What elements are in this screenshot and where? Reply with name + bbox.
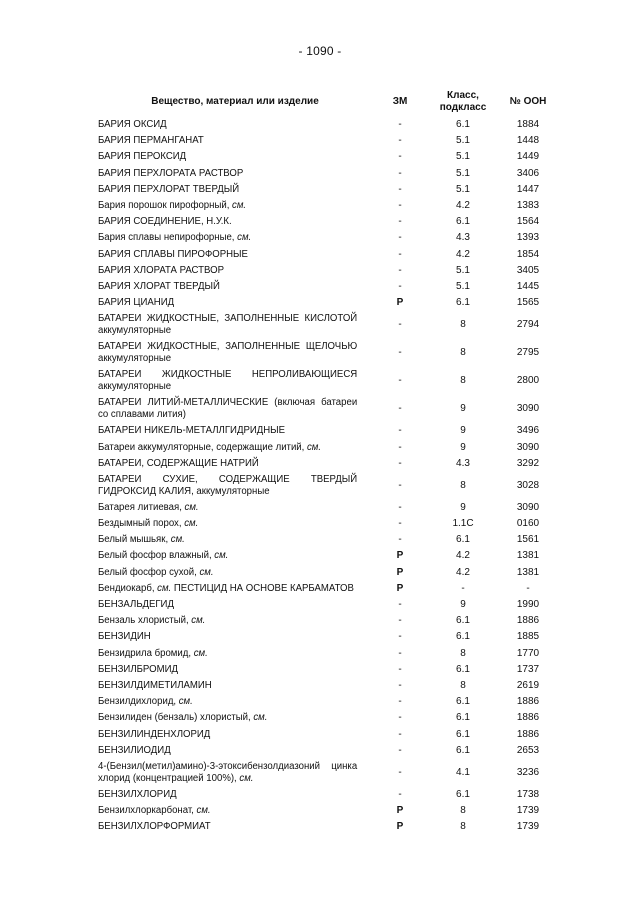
zm-cell: - [398,119,402,131]
substance-name-tail: ПЕСТИЦИД НА ОСНОВЕ КАРБАМАТОВ [171,582,354,594]
substance-name [98,395,361,423]
substance-name-text: БЕНЗИЛИОДИД [98,744,171,756]
substance-name-text: Бензилхлоркарбонат, [98,805,197,817]
class-cell: 8 [460,679,466,691]
substance-name-text: Белый фосфор влажный, [98,550,215,562]
un-number-cell: 1885 [516,631,540,643]
substance-name [98,367,361,395]
un-number-cell: 1381 [516,566,540,578]
substance-name [98,743,361,759]
class-cell: 5.1 [456,280,470,292]
zm-cell: - [398,788,402,800]
zm-cell: - [398,712,402,724]
table-row [98,311,558,339]
table-row [98,230,558,246]
header-un: № ООН [509,95,547,107]
substance-name-text: БЕНЗИЛХЛОРИД [98,788,177,800]
substance-name [98,456,361,472]
class-cell: 4.2 [456,200,470,212]
substance-name-text: Бездымный порох, [98,518,185,530]
class-cell: 8 [460,647,466,659]
substance-name-text: БАРИЯ ХЛОРАТ ТВЕРДЫЙ [98,280,220,292]
see-reference: см. [178,696,193,708]
see-reference: см. [193,647,208,659]
class-cell: 5.1 [456,151,470,163]
substance-name [98,710,361,726]
zm-cell: - [398,347,402,359]
header-class-line2: подкласс [439,101,487,113]
table-row [98,182,558,198]
zm-cell: - [398,679,402,691]
zm-cell: - [398,599,402,611]
substance-name-text: Бария сплавы непирофорные, [98,232,238,244]
see-reference: см. [199,566,214,578]
substance-name [98,279,361,295]
un-number-cell: 1447 [516,183,540,195]
substance-name [98,565,361,581]
substance-name [98,133,361,149]
un-number-cell: 1886 [516,712,540,724]
zm-cell: - [398,647,402,659]
substance-name [98,311,361,339]
table-row [98,263,558,279]
zm-cell: - [398,200,402,212]
un-number-cell: - [526,582,530,594]
substance-name-text: Батарея литиевая, [98,501,185,513]
class-cell: 4.1 [456,766,470,778]
substance-name-text: БЕНЗИЛИНДЕНХЛОРИД [98,728,211,740]
zm-cell: P [396,821,404,833]
substance-name [98,548,361,564]
substance-name [98,500,361,516]
un-number-cell: 1886 [516,728,540,740]
substance-name [98,581,361,597]
substance-name-text: БАРИЯ СОЕДИНЕНИЕ, Н.У.К. [98,216,232,228]
substance-name-text: БЕНЗИДИН [98,631,151,643]
substance-name [98,117,361,133]
un-number-cell: 2794 [516,319,540,331]
substance-name [98,532,361,548]
header-class-line1: Класс, [447,89,479,101]
page-number: - 1090 - [298,44,342,58]
zm-cell: - [398,501,402,513]
un-number-cell: 1738 [516,788,540,800]
table-row [98,472,558,500]
substance-name [98,295,361,311]
un-number-cell: 2619 [516,679,540,691]
table-row [98,710,558,726]
zm-cell: - [398,744,402,756]
substance-name [98,629,361,645]
table-row [98,279,558,295]
un-number-cell: 1565 [516,297,540,309]
substance-name [98,678,361,694]
zm-cell: P [396,550,404,562]
substance-name-text: Белый мышьяк, [98,534,171,546]
zm-cell: - [398,375,402,387]
table-row [98,646,558,662]
see-reference: см. [232,200,247,212]
table-row [98,597,558,613]
un-number-cell: 1448 [516,135,540,147]
un-number-cell: 3406 [516,167,540,179]
class-cell: 4.3 [456,457,470,469]
table-row [98,787,558,803]
class-cell: 6.1 [456,712,470,724]
un-number-cell: 1564 [516,216,540,228]
un-number-cell: 1884 [516,119,540,131]
substance-name [98,439,361,455]
substance-name-text: БАРИЯ ПЕРОКСИД [98,151,187,163]
see-reference: см. [237,232,252,244]
substance-name-text: БАТАРЕИ ЖИДКОСТНЫЕ, ЗАПОЛНЕННЫЕ ЩЕЛОЧЬЮ аккумуляторные [98,341,358,365]
un-number-cell: 1393 [516,232,540,244]
substance-name-text: БАРИЯ ПЕРХЛОРАТ ТВЕРДЫЙ [98,183,240,195]
table-row [98,295,558,311]
class-cell: 6.1 [456,696,470,708]
class-cell: 8 [460,319,466,331]
see-reference: см. [184,501,199,513]
zm-cell: - [398,457,402,469]
zm-cell: - [398,248,402,260]
class-cell: 8 [460,479,466,491]
zm-cell: P [396,566,404,578]
class-cell: 5.1 [456,264,470,276]
zm-cell: - [398,728,402,740]
zm-cell: - [398,479,402,491]
zm-cell: P [396,582,404,594]
see-reference: см. [191,615,206,627]
table-row [98,613,558,629]
class-cell: 9 [460,441,466,453]
un-number-cell: 3090 [516,441,540,453]
table-row [98,759,558,787]
substance-name-text: БАТАРЕИ НИКЕЛЬ-МЕТАЛЛГИДРИДНЫЕ [98,425,286,437]
class-cell: 8 [460,805,466,817]
class-cell: 5.1 [456,135,470,147]
substance-name [98,597,361,613]
class-cell: 8 [460,375,466,387]
substance-name [98,198,361,214]
substance-name-text: БАТАРЕИ ЖИДКОСТНЫЕ НЕПРОЛИВАЮЩИЕСЯ аккумуляторные [98,369,358,393]
class-cell: 1.1C [452,518,474,530]
see-reference: см. [214,550,229,562]
table-row [98,819,558,835]
un-number-cell: 3236 [516,766,540,778]
header-class [428,86,498,117]
class-cell: 6.1 [456,663,470,675]
substance-name-text: БАРИЯ ЦИАНИД [98,297,175,309]
un-number-cell: 1886 [516,696,540,708]
substance-name-text: Бария порошок пирофорный, [98,200,233,212]
class-cell: 6.1 [456,534,470,546]
class-cell: 6.1 [456,744,470,756]
zm-cell: - [398,663,402,675]
substance-name-text: БАТАРЕИ ЛИТИЙ-МЕТАЛЛИЧЕСКИЕ (включая батареи со сплавами лития) [98,397,358,421]
header-row [98,86,558,117]
un-number-cell: 1739 [516,805,540,817]
see-reference: см. [239,772,254,784]
table-row [98,423,558,439]
table-row [98,532,558,548]
un-number-cell: 1383 [516,200,540,212]
substance-name [98,339,361,367]
table-row [98,149,558,165]
class-cell: 9 [460,599,466,611]
class-cell: 6.1 [456,631,470,643]
table-row [98,247,558,263]
substance-name-text: БАТАРЕИ, СОДЕРЖАЩИЕ НАТРИЙ [98,457,259,469]
class-cell: 8 [460,347,466,359]
zm-cell: - [398,232,402,244]
header-name: Вещество, материал или изделие [151,95,319,107]
see-reference: см. [307,441,322,453]
un-number-cell: 1854 [516,248,540,260]
substance-name [98,423,361,439]
substance-name [98,472,361,500]
class-cell: 6.1 [456,615,470,627]
un-number-cell: 1886 [516,615,540,627]
un-number-cell: 3292 [516,457,540,469]
un-number-cell: 1737 [516,663,540,675]
un-number-cell: 1449 [516,151,540,163]
substance-name-text: Бензилиден (бензаль) хлористый, [98,712,254,724]
table-row [98,694,558,710]
un-number-cell: 2795 [516,347,540,359]
table-row [98,166,558,182]
table-row [98,395,558,423]
zm-cell: - [398,319,402,331]
zm-cell: - [398,425,402,437]
table-row [98,803,558,819]
see-reference: см. [157,582,172,594]
un-number-cell: 3496 [516,425,540,437]
substance-name [98,247,361,263]
substance-name-text: БЕНЗАЛЬДЕГИД [98,599,174,611]
class-cell: 9 [460,425,466,437]
zm-cell: - [398,518,402,530]
substance-name [98,214,361,230]
table-row [98,456,558,472]
zm-cell: - [398,216,402,228]
substance-name [98,230,361,246]
substance-name [98,613,361,629]
zm-cell: - [398,615,402,627]
table-row [98,548,558,564]
substance-name [98,263,361,279]
zm-cell: P [396,297,404,309]
table-row [98,214,558,230]
table-row [98,726,558,742]
substance-name-text: БЕНЗИЛХЛОРФОРМИАТ [98,821,211,833]
un-number-cell: 1381 [516,550,540,562]
class-cell: 4.2 [456,248,470,260]
substance-name [98,759,361,787]
class-cell: 9 [460,501,466,513]
class-cell: 5.1 [456,183,470,195]
un-number-cell: 3090 [516,501,540,513]
zm-cell: - [398,167,402,179]
zm-cell: - [398,766,402,778]
table-header [98,86,558,117]
zm-cell: P [396,805,404,817]
class-cell: 6.1 [456,788,470,800]
substance-name-text: Батареи аккумуляторные, содержащие литий, [98,441,308,453]
class-cell: - [461,582,465,594]
table-row [98,678,558,694]
zm-cell: - [398,280,402,292]
class-cell: 6.1 [456,119,470,131]
substance-name-text: Белый фосфор сухой, [98,566,200,578]
substance-name [98,694,361,710]
class-cell: 6.1 [456,297,470,309]
substance-name [98,646,361,662]
table-row [98,662,558,678]
table-body [98,117,558,835]
un-number-cell: 2800 [516,375,540,387]
substance-name-text: Бензидрила бромид, [98,647,194,659]
substance-name-text: БАТАРЕИ ЖИДКОСТНЫЕ, ЗАПОЛНЕННЫЕ КИСЛОТОЙ аккумуляторные [98,313,358,337]
un-number-cell: 1739 [516,821,540,833]
see-reference: см. [184,518,199,530]
substance-name-text: БЕНЗИЛДИМЕТИЛАМИН [98,679,212,691]
un-number-cell: 1770 [516,647,540,659]
class-cell: 6.1 [456,728,470,740]
un-number-cell: 3405 [516,264,540,276]
table-row [98,516,558,532]
un-number-cell: 1445 [516,280,540,292]
substance-name [98,516,361,532]
zm-cell: - [398,135,402,147]
un-number-cell: 3028 [516,479,540,491]
class-cell: 8 [460,821,466,833]
substance-name-text: 4-(Бензил(метил)амино)-3-этоксибензолдиазоний цинка хлорид (концентрацией 100%), [98,760,358,784]
see-reference: см. [196,805,211,817]
class-cell: 6.1 [456,216,470,228]
table-row [98,198,558,214]
table-row [98,339,558,367]
substance-table [98,86,558,835]
substance-name-text: Бензилдихлорид, [98,696,179,708]
un-number-cell: 3090 [516,403,540,415]
un-number-cell: 0160 [516,518,540,530]
substance-name [98,166,361,182]
table-row [98,367,558,395]
table-row [98,629,558,645]
substance-name [98,149,361,165]
class-cell: 4.2 [456,566,470,578]
substance-name-text: БАРИЯ ПЕРМАНГАНАТ [98,135,204,147]
un-number-cell: 1990 [516,599,540,611]
zm-cell: - [398,264,402,276]
class-cell: 5.1 [456,167,470,179]
zm-cell: - [398,534,402,546]
zm-cell: - [398,631,402,643]
table-row [98,133,558,149]
substance-name-text: БАРИЯ ХЛОРАТА РАСТВОР [98,264,224,276]
substance-name-text: БАТАРЕИ СУХИЕ, СОДЕРЖАЩИЕ ТВЕРДЫЙ ГИДРОКСИД КАЛИЯ, аккумуляторные [98,473,358,497]
zm-cell: - [398,696,402,708]
zm-cell: - [398,183,402,195]
un-number-cell: 2653 [516,744,540,756]
see-reference: см. [253,712,268,724]
substance-name-text: БАРИЯ ОКСИД [98,119,167,131]
substance-name-text: БЕНЗИЛБРОМИД [98,663,178,675]
substance-name [98,803,361,819]
substance-name [98,662,361,678]
substance-name-text: Бензаль хлористый, [98,615,192,627]
substance-name [98,787,361,803]
zm-cell: - [398,151,402,163]
table-row [98,581,558,597]
substance-name [98,726,361,742]
table-row [98,500,558,516]
substance-name-text: БАРИЯ СПЛАВЫ ПИРОФОРНЫЕ [98,248,248,260]
table-row [98,439,558,455]
see-reference: см. [170,534,185,546]
substance-name [98,819,361,835]
zm-cell: - [398,403,402,415]
class-cell: 4.2 [456,550,470,562]
class-cell: 9 [460,403,466,415]
un-number-cell: 1561 [516,534,540,546]
table-row [98,565,558,581]
substance-name [98,182,361,198]
table-row [98,743,558,759]
header-zm: ЗМ [392,95,408,107]
substance-name-text: БАРИЯ ПЕРХЛОРАТА РАСТВОР [98,167,244,179]
zm-cell: - [398,441,402,453]
class-cell: 4.3 [456,232,470,244]
table-row [98,117,558,133]
substance-name-text: Бендиокарб, [98,582,158,594]
